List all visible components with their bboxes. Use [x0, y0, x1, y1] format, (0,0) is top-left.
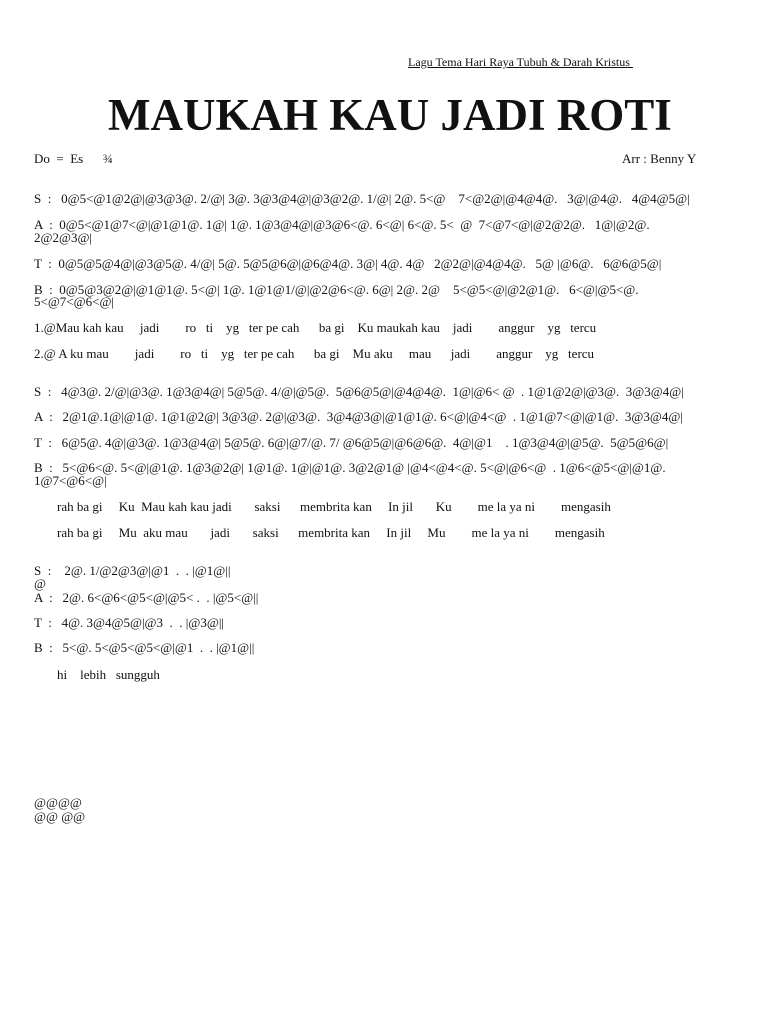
- bass-line-continued: 5<@7<@6<@|: [34, 294, 115, 309]
- lyric-line: hi lebih sungguh: [57, 667, 160, 682]
- soprano-line-continued: @: [34, 576, 46, 591]
- lyric-verse-1: 1.@Mau kah kau jadi ro ti yg ter pe cah ba gi Ku maukah kau jadi anggur yg tercu: [34, 320, 597, 335]
- lyric-verse-1: rah ba gi Ku Mau kah kau jadi saksi membrita kan In jil Ku me la ya ni mengasih: [57, 499, 611, 514]
- lyric-verse-2: 2.@ A ku mau jadi ro ti yg ter pe cah ba gi Mu aku mau jadi anggur yg tercu: [34, 346, 595, 361]
- footer-line-2: @@ @@: [34, 809, 86, 824]
- tenor-line: T : 4@. 3@4@5@|@3 . . |@3@||: [34, 615, 225, 630]
- song-subtitle: Lagu Tema Hari Raya Tubuh & Darah Kristus: [408, 55, 633, 69]
- soprano-line: S : 4@3@. 2/@|@3@. 1@3@4@| 5@5@. 4/@|@5@. 5@6@5@|@4@4@. 1@|@6< @ . 1@1@2@|@3@. 3@3@4@|: [34, 384, 684, 399]
- alto-line: A : 2@. 6<@6<@5<@|@5< . . |@5<@||: [34, 590, 259, 605]
- soprano-line: S : 0@5<@1@2@|@3@3@. 2/@| 3@. 3@3@4@|@3@2@. 1/@| 2@. 5<@ 7<@2@|@4@4@. 3@|@4@. 4@4@5@|: [34, 191, 690, 206]
- bass-line: B : 5<@6<@. 5<@|@1@. 1@3@2@| 1@1@. 1@|@1@. 3@2@1@ |@4<@4<@. 5<@|@6<@ . 1@6<@5<@|@1@.: [34, 460, 666, 475]
- tenor-line: T : 6@5@. 4@|@3@. 1@3@4@| 5@5@. 6@|@7/@. 7/ @6@5@|@6@6@. 4@|@1 . 1@3@4@|@5@. 5@5@6@|: [34, 435, 669, 450]
- alto-line-continued: 2@2@3@|: [34, 230, 93, 245]
- key-signature: Do = Es: [34, 151, 84, 166]
- arranger: Arr : Benny Y: [622, 151, 697, 166]
- bass-line: B : 0@5@3@2@|@1@1@. 5<@| 1@. 1@1@1/@|@2@6<@. 6@| 2@. 2@ 5<@5<@|@2@1@. 6<@|@5<@.: [34, 282, 639, 297]
- footer-line-1: @@@@: [34, 795, 82, 810]
- lyric-verse-2: rah ba gi Mu aku mau jadi saksi membrita kan In jil Mu me la ya ni mengasih: [57, 525, 605, 540]
- page-title: MAUKAH KAU JADI ROTI: [108, 90, 672, 140]
- tenor-line: T : 0@5@5@4@|@3@5@. 4/@| 5@. 5@5@6@|@6@4@. 3@| 4@. 4@ 2@2@|@4@4@. 5@ |@6@. 6@6@5@|: [34, 256, 662, 271]
- bass-line: B : 5<@. 5<@5<@5<@|@1 . . |@1@||: [34, 640, 255, 655]
- alto-line: A : 0@5<@1@7<@|@1@1@. 1@| 1@. 1@3@4@|@3@6<@. 6<@| 6<@. 5< @ 7<@7<@|@2@2@. 1@|@2@.: [34, 217, 650, 232]
- time-signature: ¾: [103, 151, 113, 166]
- bass-line-continued: 1@7<@6<@|: [34, 473, 107, 488]
- alto-line: A : 2@1@.1@|@1@. 1@1@2@| 3@3@. 2@|@3@. 3@4@3@|@1@1@. 6<@|@4<@ . 1@1@7<@|@1@. 3@3@4@|: [34, 409, 683, 424]
- soprano-line: S : 2@. 1/@2@3@|@1 . . |@1@||: [34, 563, 231, 578]
